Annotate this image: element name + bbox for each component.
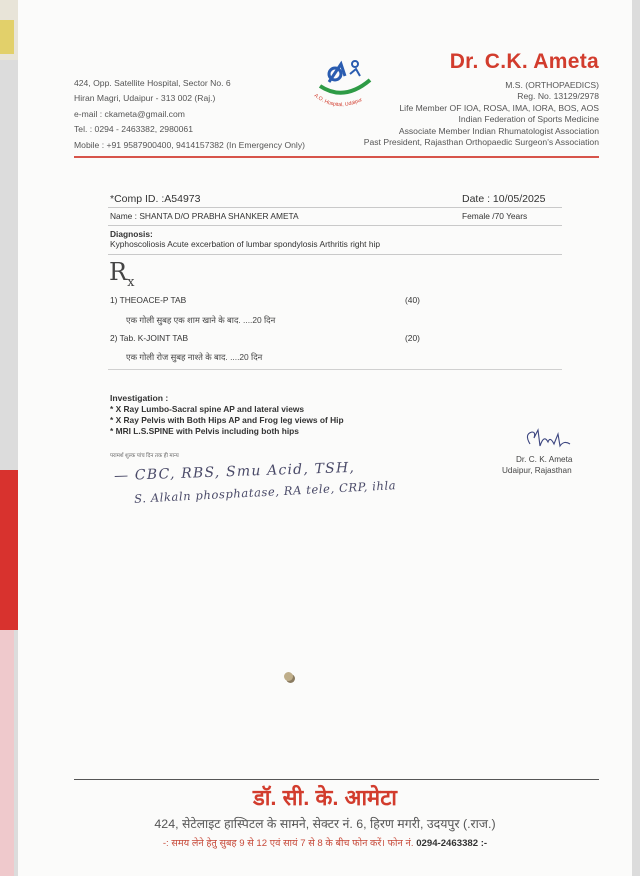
- doctor-qualifications: M.S. (ORTHOPAEDICS) Reg. No. 13129/2978 Life Member OF IOA, ROSA, IMA, IORA, BOS, AOS Indian Federation of Sports Medicine Associate Member Indian Rhumatologist Association Past President, Rajasthan Orthopaedic Surgeon's Association: [363, 80, 599, 148]
- investigation-item: * X Ray Pelvis with Both Hips AP and Frog leg views of Hip: [110, 415, 344, 425]
- signature-city: Udaipur, Rajasthan: [502, 466, 572, 475]
- footer-address: 424, सेटेलाइट हास्पिटल के सामने, सेक्टर नं. 6, हिरण मगरी, उदयपुर (.राज.): [154, 817, 496, 831]
- fee-validity-note: परामर्श शुल्क पांच दिन तक ही मान्य: [110, 453, 179, 459]
- ink-smudge: [284, 672, 293, 681]
- prescription-date: Date : 10/05/2025: [462, 193, 546, 205]
- signature-name: Dr. C. K. Ameta: [516, 455, 573, 464]
- header-divider: [74, 156, 599, 158]
- diagnosis-text: Kyphoscoliosis Acute excerbation of lumbar spondylosis Arthritis right hip: [110, 239, 380, 249]
- handwritten-tests-line1: — CBC, RBS, Smu Acid, TSH,: [113, 459, 356, 485]
- handwritten-tests-line2: S. Alkaln phosphatase, RA tele, CRP, ihla: [133, 478, 397, 506]
- footer-phone: 0294-2463382 :-: [416, 838, 488, 849]
- clinic-address: 424, Opp. Satellite Hospital, Sector No. 6 Hiran Magri, Udaipur - 313 002 (Raj.) e-mail : ckameta@gmail.com Tel. : 0294 - 2463382, 2980061 Mobile : +91 9587900400, 9414157382 (In Emergency Only): [74, 78, 305, 150]
- red-folder-edge: [0, 470, 20, 630]
- medication-1-qty: (40): [405, 295, 420, 305]
- svg-text:A.O. Hospital, Udaipur: A.O. Hospital, Udaipur: [312, 92, 364, 109]
- rx-symbol: $R_x$: [109, 258, 135, 290]
- footer-divider: [74, 779, 599, 780]
- diagnosis-heading: Diagnosis:: [110, 229, 153, 239]
- divider: [108, 225, 562, 226]
- medication-1-name: 1) THEOACE-P TAB: [110, 295, 187, 305]
- medication-2-dose: एक गोली रोज सुबह नाश्ते के बाद. ....20 दिन: [126, 352, 263, 362]
- medication-1-dose: एक गोली सुबह एक शाम खाने के बाद. ....20 दिन: [126, 315, 276, 325]
- investigation-item: * X Ray Lumbo-Sacral spine AP and lateral views: [110, 404, 305, 414]
- footer-doctor-name: डॉ. सी. के. आमेटा: [252, 785, 398, 810]
- investigation-item: * MRI L.S.SPINE with Pelvis including both hips: [110, 426, 299, 436]
- yellow-strip: [0, 20, 14, 54]
- divider: [108, 369, 562, 370]
- pink-folder-edge: [0, 630, 14, 876]
- signature-icon: [518, 426, 578, 456]
- divider: [108, 254, 562, 255]
- investigation-heading: Investigation :: [110, 393, 169, 403]
- medication-2-qty: (20): [405, 333, 420, 343]
- comp-id: *Comp ID. :A54973: [110, 193, 201, 205]
- prescription-page: [18, 0, 632, 876]
- medication-2-name: 2) Tab. K-JOINT TAB: [110, 333, 189, 343]
- doctor-name: Dr. C.K. Ameta: [449, 50, 599, 73]
- divider: [108, 207, 562, 208]
- footer-timing: -: समय लेने हेतु सुबह 9 से 12 एवं सायं 7 से 8 के बीच फोन करें। फोन नं. 0294-2463382 :-: [162, 838, 488, 849]
- patient-gender-age: Female /70 Years: [462, 211, 528, 221]
- patient-name: Name : SHANTA D/O PRABHA SHANKER AMETA: [110, 211, 299, 221]
